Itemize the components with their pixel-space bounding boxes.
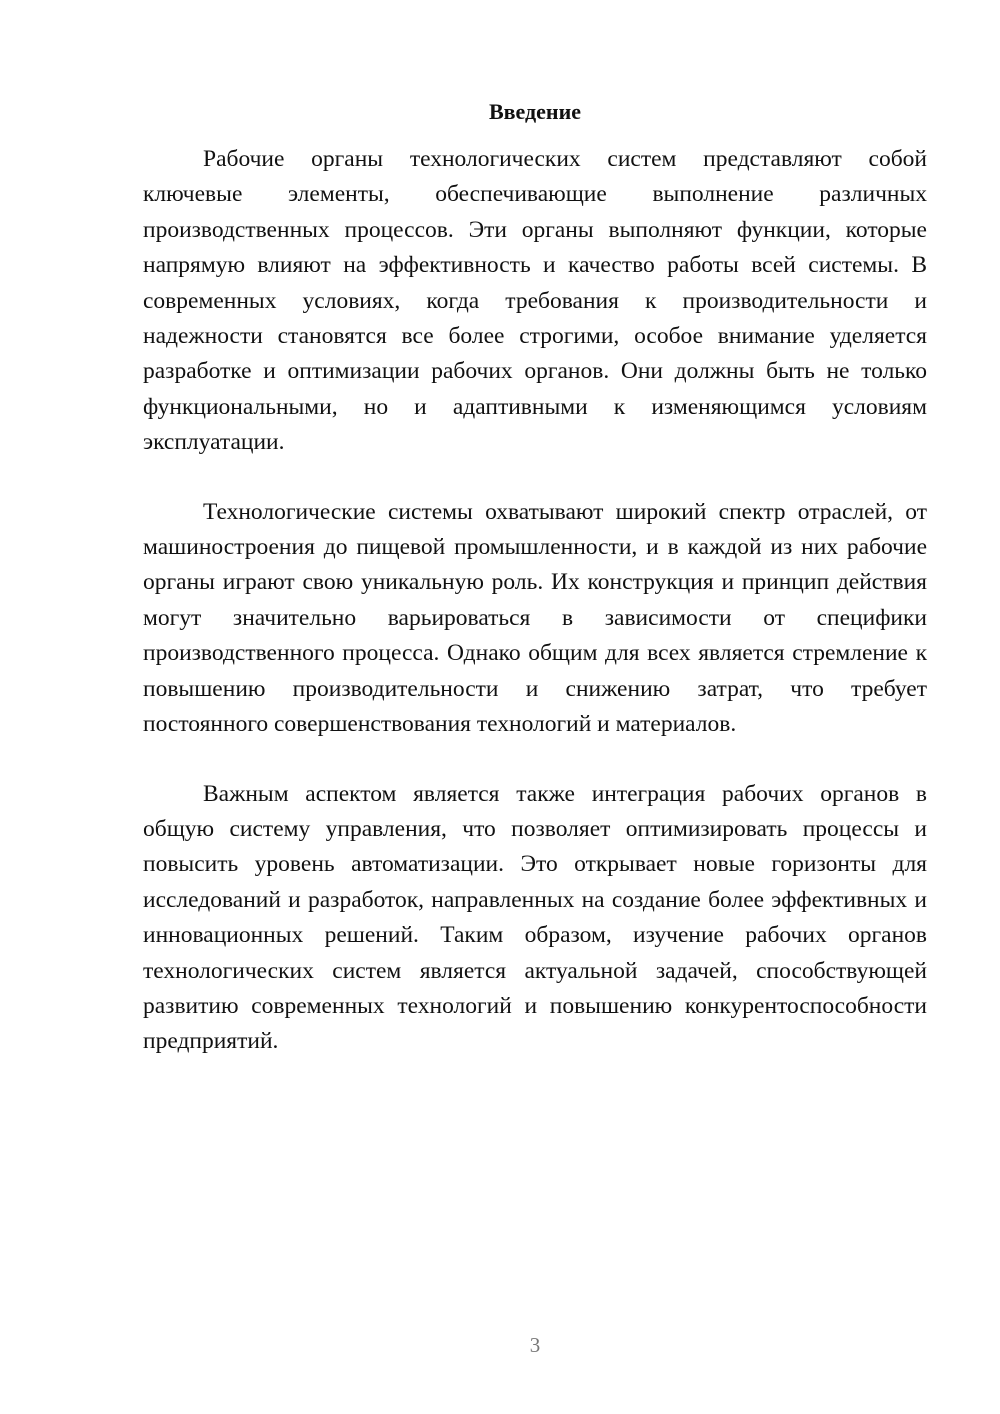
document-body xyxy=(143,142,927,1094)
paragraph-3: Важным аспектом является также интеграция рабочих органов в общую систему управления, что позволяет оптимизировать процессы и повысить уровень автоматизации. Это открывает новые горизонты для исследований и разработок, направленных на создание более эффективных и инновационных решений. Таким образом, изучение рабочих органов технологических систем является актуальной задачей, способствующей развитию современных технологий и повышению конкурентоспособности предприятий. xyxy=(143,780,927,1055)
paragraph-2: Технологические системы охватывают широкий спектр отраслей, от машиностроения до пищевой промышленности, и в каждой из них рабочие органы играют свою уникальную роль. Их конструкция и принцип действия могут значительно варьироваться в зависимости от специфики производственного процесса. Однако общим для всех является стремление к повышению производительности и снижению затрат, что требует постоянного совершенствования технологий и материалов. xyxy=(143,498,927,738)
page-number: 3 xyxy=(529,1333,541,1357)
page-title: Введение xyxy=(488,99,582,124)
paragraph-1: Рабочие органы технологических систем представляют собой ключевые элементы, обеспечивающие выполнение различных производственных процессов. Эти органы выполняют функции, которые напрямую влияют на эффективность и качество работы всей системы. В современных условиях, когда требования к производительности и надежности становятся все более строгими, особое внимание уделяется разработке и оптимизации рабочих органов. Они должны быть не только функциональными, но и адаптивными к изменяющимся условиям эксплуатации. xyxy=(143,146,927,456)
